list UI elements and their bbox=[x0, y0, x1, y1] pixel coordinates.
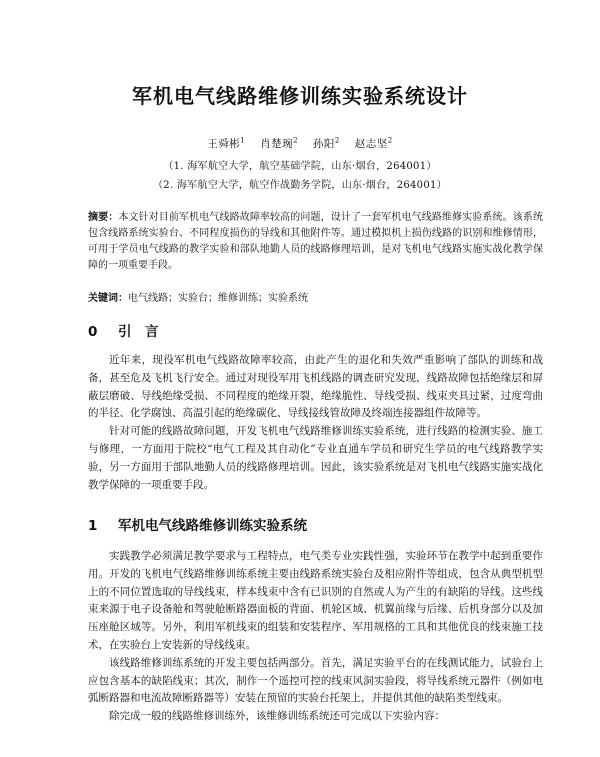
keywords bbox=[88, 289, 543, 304]
author: 肖楚琬$^2$ bbox=[260, 136, 299, 150]
section-heading-system bbox=[88, 514, 307, 534]
paragraph: 该线路维修训练系统的开发主要包括两部分。首先，满足实验平台的在线测试能力，试验台上应包含基本的缺陷线束；其次，制作一个遥控可控的线束风洞实验段，将导线系统元器件（例如电弧断路器和电流故障断路器等）安装在预留的实验台托架上，并提供其他的缺陷类型线束。 bbox=[88, 656, 543, 705]
author: 孙阳$^2$ bbox=[312, 136, 340, 150]
section-heading-introduction bbox=[88, 320, 159, 340]
paragraph: 实践教学必须满足教学要求与工程特点，电气类专业实践性强，实验环节在教学中起到重要作用。开发的飞机电气线路维修训练系统主要由线路系统实验台及相应附件等组成，包含从典型机型上的不同位置选取的导线线束，样本线束中含有已识别的自然或人为产生的有缺陷的导线。这些线束来源于电子设备舱和驾驶舱断路器面板的背面、机轮区域、机翼前缘与后缘、后机身部分以及加压座舱区域等。另外，利用军机线束的组装和安装程序、军用规格的工具和其他优良的线束施工技术，在实验台上安装新的导线线束。 bbox=[88, 550, 543, 651]
section-title: 军机电气线路维修训练实验系统 bbox=[118, 518, 307, 534]
abstract-label: 摘要： bbox=[88, 212, 119, 223]
paper-title: 军机电气线路维修训练实验系统设计 bbox=[132, 84, 468, 108]
section-body-system bbox=[88, 548, 543, 726]
affiliation-1: （1. 海军航空大学，航空基础学院，山东·烟台，264001） bbox=[163, 161, 437, 172]
paragraph: 近年来，现役军机电气线路故障率较高，由此产生的退化和失效严重影响了部队的训练和战备，甚至危及飞机飞行安全。通过对现役军用飞机线路的调查研究发现，线路故障包括绝缘层和屏蔽层磨破、导线绝缘受损、不同程度的绝缘开裂，绝缘脆性、导线受损、线束夹具过紧，过度弯曲的半径、化学腐蚀、高温引起的绝缘碳化、导线接线管故障及终端连接器组件故障等。 bbox=[88, 354, 543, 420]
section-body-introduction bbox=[88, 352, 543, 494]
paragraph: 针对可能的线路故障问题，开发飞机电气线路维修训练实验系统，进行线路的检测实验、施工与修理，一方面用于院校“电气工程及其自动化”专业直通车学员和研究生学员的电气线路教学实验，另一方面用于部队地勤人员的线路修理培训。因此，该实验系统是对飞机电气线路实施实战化教学保障的一项重要手段。 bbox=[88, 425, 543, 491]
section-title: 引 言 bbox=[118, 324, 159, 340]
abstract bbox=[88, 210, 543, 274]
section-number: 0 bbox=[88, 324, 98, 340]
keywords-text: 电气线路；实验台；维修训练；实验系统 bbox=[128, 293, 308, 304]
author: 王舜彬$^1$ bbox=[207, 136, 246, 150]
affiliation-2: （2. 海军航空大学，航空作战勤务学院，山东·烟台，264001） bbox=[153, 180, 447, 191]
author: 赵志坚$^2$ bbox=[354, 136, 393, 150]
abstract-text: 本文针对目前军机电气线路故障率较高的问题，设计了一套军机电气线路维修实验系统。该系统包含线路系统实验台、不同程度损伤的导线和其他附件等。通过模拟机上损伤线路的识别和维修情形，可用于学员电气线路的教学实验和部队地勤人员的线路修理培训，是对飞机电气线路实施实战化教学保障的一项重要手段。 bbox=[88, 212, 544, 271]
keywords-label: 关键词： bbox=[88, 293, 128, 304]
author-list bbox=[0, 136, 600, 151]
paragraph: 除完成一般的线路维修训练外，该维修训练系统还可完成以下实验内容： bbox=[109, 710, 445, 723]
section-number: 1 bbox=[88, 518, 98, 534]
